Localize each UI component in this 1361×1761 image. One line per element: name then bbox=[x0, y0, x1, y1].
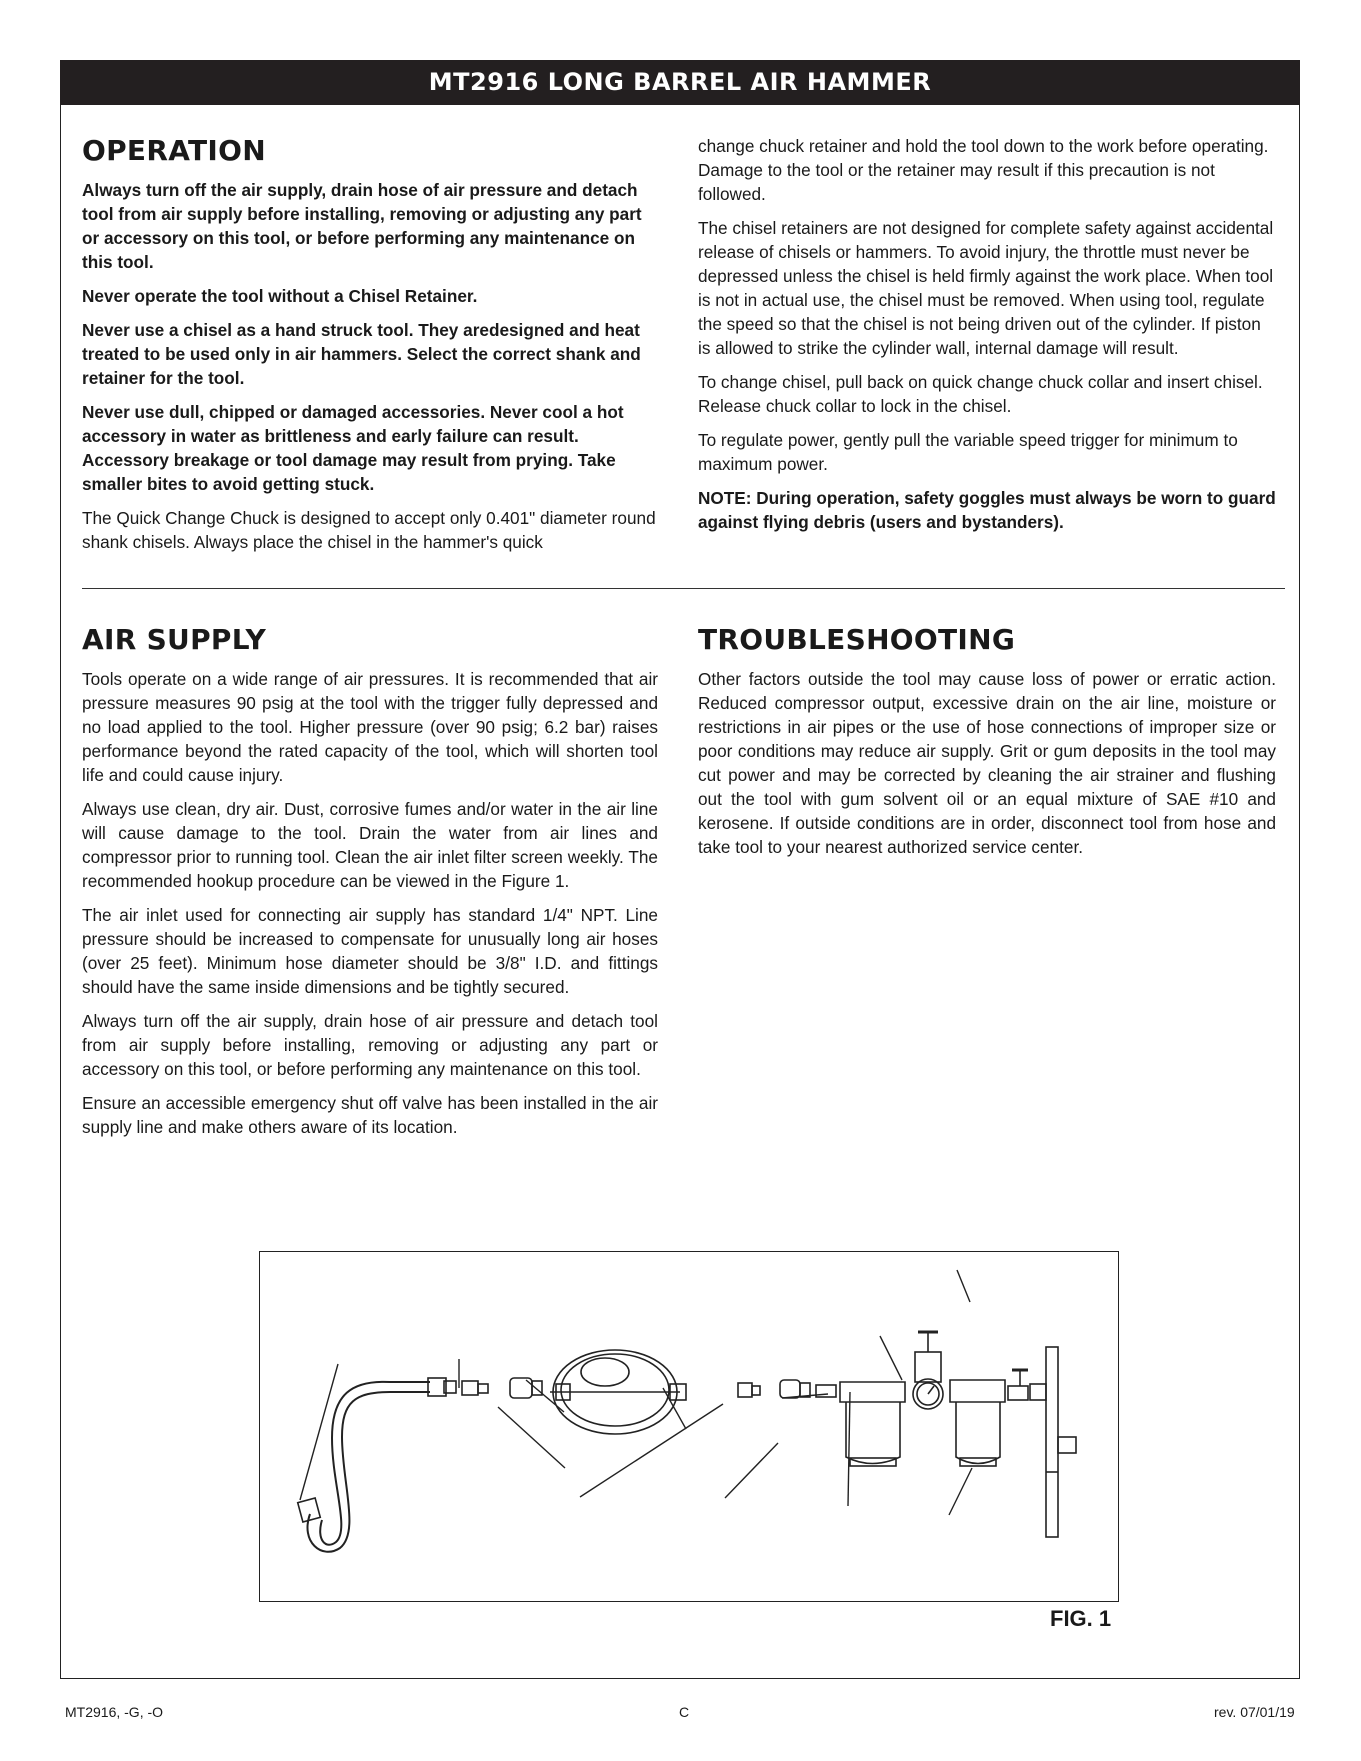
operation-warning-2: Never operate the tool without a Chisel Retainer. bbox=[82, 286, 478, 306]
troubleshooting-paragraph-1: Other factors outside the tool may cause loss of power or erratic action. Reduced compressor output, excessive drain on the air line, moisture or restrictions in air pipes or the use of hose connections of improper size or poor conditions may reduce air supply. Grit or gum deposits in the tool may cut power and may be corrected by cleaning the air strainer and flushing out the tool with gum solvent oil or an equal mixture of SAE #10 and kerosene. If outside conditions are in order, disconnect tool from hose and take tool to your nearest authorized service center. bbox=[698, 669, 1276, 857]
footer-model: MT2916, -G, -O bbox=[65, 1704, 164, 1720]
operation-paragraph-5: The Quick Change Chuck is designed to accept only 0.401" diameter round shank chisels. Always place the chisel in the hammer's quick bbox=[82, 508, 656, 552]
operation-paragraph-7: The chisel retainers are not designed for complete safety against accidental release of chisels or hammers. To avoid injury, the throttle must never be depressed unless the chisel is held firmly against the work place. When tool is not in actual use, the chisel must be removed. When using tool, regulate the speed so that the chisel is not being driven out of the cylinder. If piston is allowed to strike the cylinder wall, internal damage will result. bbox=[698, 218, 1274, 358]
air-supply-paragraph-3: The air inlet used for connecting air supply has standard 1/4" NPT. Line pressure should be increased to compensate for unusually long air hoses (over 25 feet). Minimum hose diameter should be 3/8" I.D. and fittings should have the same inside dimensions and be tightly secured. bbox=[82, 905, 658, 997]
operation-warning-4: Never use dull, chipped or damaged accessories. Never cool a hot accessory in water as brittleness and early failure can result. Accessory breakage or tool damage may result from prying. Take smaller bites to avoid getting stuck. bbox=[82, 402, 624, 494]
section-divider bbox=[82, 588, 1285, 589]
figure-label: FIG. 1 bbox=[1050, 1606, 1112, 1631]
air-supply-paragraph-2: Always use clean, dry air. Dust, corrosive fumes and/or water in the air line will cause damage to the tool. Drain the water from air lines and compressor prior to running tool. Clean the air inlet filter screen weekly. The recommended hookup procedure can be viewed in the Figure 1. bbox=[82, 799, 658, 891]
operation-heading: OPERATION bbox=[82, 134, 266, 167]
regulator-drawing bbox=[913, 1332, 943, 1409]
air-supply-paragraph-5: Ensure an accessible emergency shut off valve has been installed in the air supply line and make others aware of its location. bbox=[82, 1093, 658, 1137]
operation-right-column bbox=[698, 134, 1276, 544]
air-supply-paragraph-1: Tools operate on a wide range of air pressures. It is recommended that air pressure measures 90 psig at the tool with the trigger fully depressed and no load applied to the tool. Higher pressure (over 90 psig; 6.2 bar) raises performance beyond the rated capacity of the tool, which will shorten tool life and could cause injury. bbox=[82, 669, 658, 785]
troubleshooting-column bbox=[698, 623, 1276, 869]
troubleshooting-heading: TROUBLESHOOTING bbox=[698, 623, 1016, 656]
operation-paragraph-6: change chuck retainer and hold the tool down to the work before operating. Damage to the tool or the retainer may result if this precaution is not followed. bbox=[698, 136, 1269, 204]
air-supply-paragraph-4: Always turn off the air supply, drain hose of air pressure and detach tool from air supply before installing, removing or adjusting any part or accessory on this tool, or before performing any maintenance on this tool. bbox=[82, 1011, 658, 1079]
operation-note: NOTE: During operation, safety goggles must always be worn to guard against flying debris (users and bystanders). bbox=[698, 488, 1276, 532]
footer-page: C bbox=[679, 1704, 690, 1720]
fittings-drawing bbox=[738, 1380, 836, 1398]
page-title: MT2916 LONG BARREL AIR HAMMER bbox=[60, 60, 1300, 105]
operation-paragraph-8: To change chisel, pull back on quick change chuck collar and insert chisel. Release chuck collar to lock in the chisel. bbox=[698, 372, 1263, 416]
footer-revision: rev. 07/01/19 bbox=[1214, 1704, 1295, 1720]
pipe-drop-drawing bbox=[1030, 1347, 1076, 1537]
figure-1-box bbox=[259, 1251, 1119, 1602]
air-supply-heading: AIR SUPPLY bbox=[82, 623, 267, 656]
operation-warning-3: Never use a chisel as a hand struck tool. They aredesigned and heat treated to be used only in air hammers. Select the correct shank and retainer for the tool. bbox=[82, 320, 641, 388]
operation-warning-1: Always turn off the air supply, drain hose of air pressure and detach tool from air supply before installing, removing or adjusting any part or accessory on this tool, or before performing any maintenance on this tool. bbox=[82, 180, 642, 272]
lubricator-drawing bbox=[950, 1370, 1028, 1466]
air-supply-column bbox=[82, 623, 658, 1149]
operation-paragraph-9: To regulate power, gently pull the variable speed trigger for minimum to maximum power. bbox=[698, 430, 1238, 474]
operation-left-column bbox=[82, 134, 656, 564]
leader-hose-drawing bbox=[298, 1378, 456, 1552]
coupler-plug-drawing bbox=[462, 1378, 542, 1398]
air-hookup-diagram bbox=[260, 1252, 1117, 1600]
